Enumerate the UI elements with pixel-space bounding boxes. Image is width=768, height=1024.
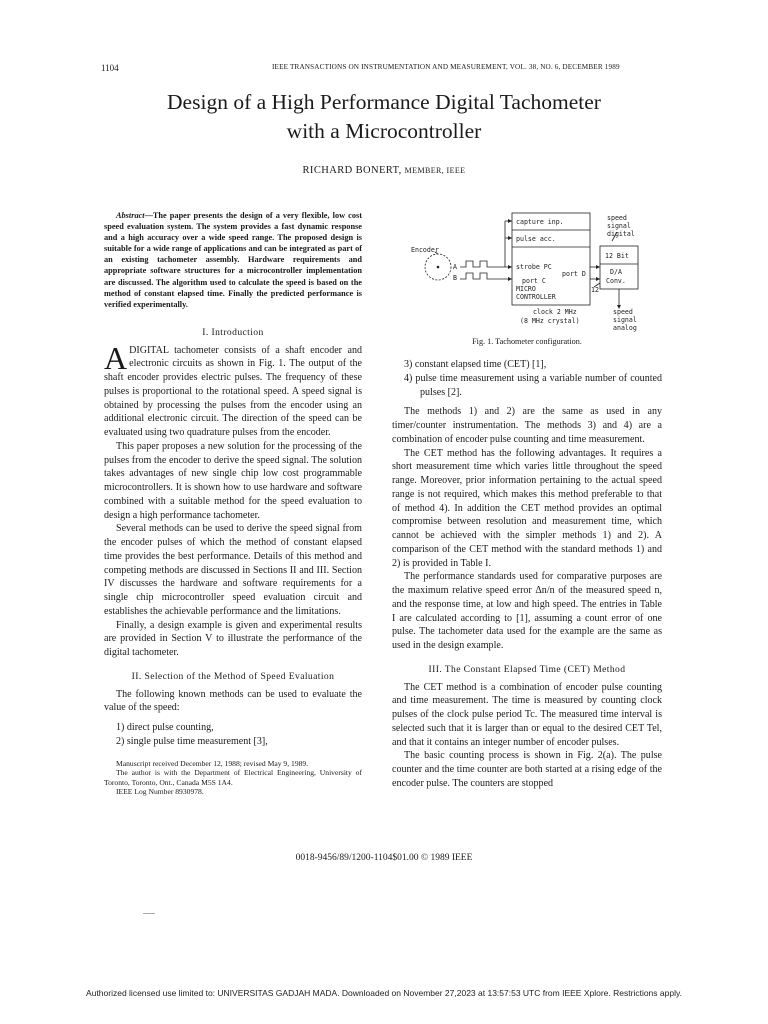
authorized-use-notice: Authorized licensed use limited to: UNIVERSITAS GADJAH MADA. Downloaded on November 27,2023 at 13:57:53 UTC from IEEE Xplore. Restrictions apply. <box>86 988 682 998</box>
da-label: D/A <box>610 268 622 276</box>
section-2-paragraph-1: The following known methods can be used to evaluate the value of the speed: <box>104 688 362 714</box>
list-item: 3) constant elapsed time (CET) [1], <box>404 359 547 370</box>
footnote <box>104 759 362 797</box>
author-line <box>0 165 768 176</box>
bus-width-label: 12 <box>591 286 599 294</box>
footnote-line-2: The author is with the Department of Electrical Engineering, University of Toronto, Toronto, Ont., Canada M5S 1A4. <box>104 768 362 787</box>
title-line-2: with a Microcontroller <box>286 119 482 143</box>
encoder-label: Encoder <box>411 246 439 254</box>
speed-digital-label-2: signal <box>607 222 631 230</box>
speed-digital-label-3: digital <box>607 230 635 238</box>
author-name: RICHARD BONERT, <box>302 165 402 176</box>
abstract-lead: Abstract <box>116 211 145 220</box>
speed-digital-label-1: speed <box>607 214 627 222</box>
channel-a-label: A <box>453 263 457 271</box>
section-1-paragraph-3: Several methods can be used to derive the speed signal from the encoder pulses of which the method of constant elapsed time provides the best performance. Details of this method and competing methods are discussed in Sections II and III. Section IV discusses the hardware and software requirements for a single chip microcontroller speed evaluation circuit and establishes the achievable performance and the limitations. <box>104 523 362 617</box>
section-2-heading: II. Selection of the Method of Speed Evaluation <box>131 670 335 682</box>
right-column <box>392 358 662 791</box>
section-1-paragraph-4: Finally, a design example is given and experimental results are provided in Section V to illustrate the performance of the digital tachometer. <box>104 619 362 659</box>
speed-analog-label-3: analog <box>613 324 637 332</box>
figure-caption: Fig. 1. Tachometer configuration. <box>472 337 582 346</box>
method-list-a <box>104 721 362 749</box>
title-line-1: Design of a High Performance Digital Tachometer <box>167 90 601 114</box>
section-1-paragraph-1 <box>104 339 362 440</box>
port-d-label: port D <box>562 270 586 278</box>
running-header: IEEE TRANSACTIONS ON INSTRUMENTATION AND MEASUREMENT, VOL. 38, NO. 6, DECEMBER 1989 <box>272 63 620 71</box>
abstract <box>104 210 362 310</box>
twelve-bit-label: 12 Bit <box>605 252 629 260</box>
section-2-paragraph-3: The CET method has the following advantages. It requires a short measurement time which varies little throughout the speed range. Moreover, prior information pertaining to the actual speed range is not required, which makes this method preferable to that of method 4). In addition the CET method provides an optimal compromise between resolution and measurement time, which cannot be achieved with the simpler methods 1) and 2). A comparison of the CET method with the standard methods 1) and 2) is provided in Table I. <box>392 447 662 569</box>
list-item: 1) direct pulse counting, <box>116 722 214 734</box>
capture-input-label: capture inp. <box>516 218 564 226</box>
left-column <box>104 210 362 797</box>
crystal-label: (8 MHz crystal) <box>520 317 580 325</box>
list-item: 4) pulse time measurement using a variable number of counted pulses [2]. <box>404 372 662 398</box>
method-list-b <box>392 358 662 399</box>
page-number: 1104 <box>101 63 119 73</box>
controller-label-text: CONTROLLER <box>516 293 556 301</box>
author-role: MEMBER, IEEE <box>404 166 466 175</box>
section-2-paragraph-4: The performance standards used for comparative purposes are the maximum relative speed error Δn/n of the measured speed n, and the response time, at low and high speed. The entries in Table I are calculated according to [1], assuming a count error of one pulse. The tachometer data used for the example are the same as used in the design example. <box>392 571 662 651</box>
channel-b-label: B <box>453 274 457 282</box>
speed-analog-label-2: signal <box>613 316 637 324</box>
pulse-acc-label: pulse acc. <box>516 235 556 243</box>
section-3-paragraph-1: The CET method is a combination of encoder pulse counting and time measurement. The time is measured by counting clock pulses of the clock pulse period Tc. The measured time interval is selected such that it is larger than or equal to the desired CET Tel, and that it contains an integer number of encoder pulses. <box>392 681 662 748</box>
pulse-train-a <box>460 261 494 267</box>
faint-mark <box>143 913 155 914</box>
section-1-heading: I. Introduction <box>202 326 264 338</box>
pulse-train-b <box>460 273 494 279</box>
section-1-paragraph-2: This paper proposes a new solution for the processing of the pulses from the encoder to derive the speed signal. The solution takes advantages of new single chip low cost programmable microcontrollers. It is shown how to use hardware and software combined with a suitable method for the speed evaluation to design a high performance tachometer. <box>104 440 362 521</box>
abstract-text: —The paper presents the design of a very flexible, low cost speed evaluation system. The system provides a fast dynamic response and a high accuracy over a wide speed range. The proposed design is suitable for a wide range of applications and can be integrated as part of an existing tachometer assembly. Hardware requirements and appropriate software structures for a microcontroller implementation are discussed. The algorithm used to calculate the speed is based on the method of constant elapsed time. Finally the predicted performance is verified experimentally. <box>104 211 362 309</box>
footnote-line-1: Manuscript received December 12, 1988; revised May 9, 1989. <box>116 758 309 768</box>
clock-label: clock 2 MHz <box>533 308 577 316</box>
tachometer-configuration-figure <box>408 208 658 338</box>
section-1-paragraph-1-text: DIGITAL tachometer consists of a shaft encoder and electronic circuits as shown in Fig. 1. The output of the shaft encoder provides electric pulses. The frequency of these pulses is proportional to the rotational speed. A speed signal is obtained by processing the pulses from the encoder using an additional electronic circuit. The direction of the speed can be evaluated using two quadrature pulses from the encoder. <box>104 344 362 439</box>
micro-label: MICRO <box>516 285 536 293</box>
section-3-paragraph-2: The basic counting process is shown in Fig. 2(a). The pulse counter and the time counter are both started at a rising edge of the encoder pulse. The counters are stopped <box>392 750 662 789</box>
footnote-line-3: IEEE Log Number 8930978. <box>116 787 204 797</box>
port-c-label: port C <box>522 277 546 285</box>
strobe-pc-label: strobe PC <box>516 263 552 271</box>
copyright-line: 0018-9456/89/1200-1104$01.00 © 1989 IEEE <box>295 853 473 863</box>
list-item: 2) single pulse time measurement [3], <box>116 735 268 747</box>
paper-title <box>0 88 768 146</box>
section-2-paragraph-2: The methods 1) and 2) are the same as used in any timer/counter instrumentation. The methods 3) and 4) are a combination of encoder pulse counting and time measurement. <box>392 406 662 445</box>
drop-cap: A <box>104 339 128 376</box>
section-3-heading: III. The Constant Elapsed Time (CET) Method <box>428 663 626 675</box>
speed-analog-label-1: speed <box>613 308 633 316</box>
conv-label: Conv. <box>606 277 626 285</box>
